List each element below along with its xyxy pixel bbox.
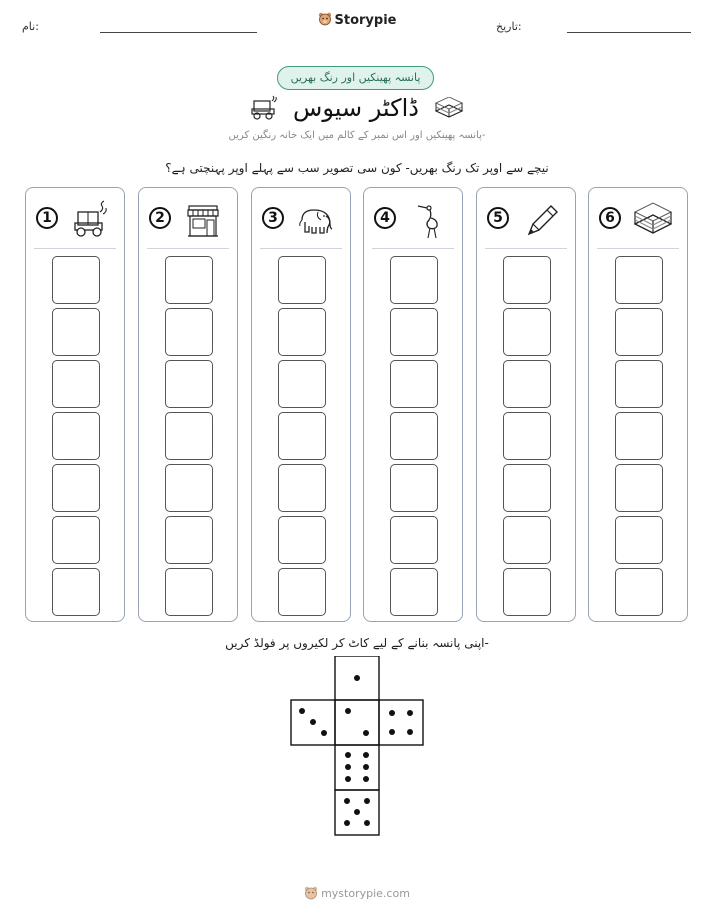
footer-url[interactable]: mystorypie.com	[321, 887, 410, 900]
bear-logo-icon	[318, 12, 332, 26]
dice-face-center	[335, 700, 379, 745]
color-cell[interactable]	[390, 308, 438, 356]
color-cell[interactable]	[165, 516, 213, 564]
dice-net	[290, 656, 425, 836]
color-cell[interactable]	[278, 516, 326, 564]
fold-instruction: اپنی پانسہ بنانے کے لیے کاٹ کر لکیروں پر فولڈ کریں-	[225, 636, 489, 650]
color-cell[interactable]	[52, 464, 100, 512]
color-cell[interactable]	[503, 464, 551, 512]
column-number: 3	[262, 207, 284, 229]
color-cell[interactable]	[503, 516, 551, 564]
color-cell[interactable]	[615, 568, 663, 616]
color-cell[interactable]	[278, 464, 326, 512]
pip	[363, 776, 369, 782]
pip	[345, 752, 351, 758]
name-label: نام:	[22, 20, 39, 33]
car-icon	[250, 95, 278, 121]
name-line	[100, 32, 257, 33]
stork-icon	[408, 200, 448, 240]
color-cell[interactable]	[165, 412, 213, 460]
column-number: 2	[149, 207, 171, 229]
pip	[407, 710, 413, 716]
color-cell[interactable]	[390, 360, 438, 408]
pip	[363, 730, 369, 736]
color-cell[interactable]	[503, 568, 551, 616]
column-2	[138, 187, 238, 622]
column-5	[476, 187, 576, 622]
pip	[344, 798, 350, 804]
color-cell[interactable]	[615, 516, 663, 564]
column-4	[363, 187, 463, 622]
pip	[345, 708, 351, 714]
boxing-ring-icon	[434, 97, 464, 119]
column-number: 1	[36, 207, 58, 229]
pip	[407, 729, 413, 735]
color-cell[interactable]	[615, 256, 663, 304]
boxing-ring-icon	[633, 200, 673, 240]
pip	[299, 708, 305, 714]
shop-icon	[183, 200, 223, 240]
date-line	[567, 32, 691, 33]
color-cell[interactable]	[390, 256, 438, 304]
color-cell[interactable]	[278, 568, 326, 616]
color-cell[interactable]	[165, 360, 213, 408]
subtitle: پانسہ پھینکیں اور اس نمبر کے کالم میں ایک خانہ رنگین کریں-	[228, 130, 486, 141]
color-cell[interactable]	[52, 360, 100, 408]
color-cell[interactable]	[390, 568, 438, 616]
activity-pill: پانسہ پھینکیں اور رنگ بھریں	[277, 66, 434, 90]
color-cell[interactable]	[165, 568, 213, 616]
pip	[389, 729, 395, 735]
pip	[363, 764, 369, 770]
color-cell[interactable]	[278, 360, 326, 408]
color-cell[interactable]	[52, 568, 100, 616]
instruction-text: نیچے سے اوپر تک رنگ بھریں- کون سی تصویر سب سے پہلے اوپر پہنچتی ہے؟	[165, 161, 549, 175]
column-3	[251, 187, 351, 622]
color-cell[interactable]	[615, 308, 663, 356]
color-cell[interactable]	[390, 412, 438, 460]
column-1	[25, 187, 125, 622]
elephant-icon	[296, 200, 336, 240]
color-cell[interactable]	[165, 308, 213, 356]
column-number: 6	[599, 207, 621, 229]
color-cell[interactable]	[278, 412, 326, 460]
color-cell[interactable]	[278, 256, 326, 304]
color-cell[interactable]	[503, 308, 551, 356]
pip	[354, 809, 360, 815]
pip	[363, 752, 369, 758]
pencil-icon	[521, 200, 561, 240]
brand-logo	[0, 12, 714, 28]
page-title: ڈاکٹر سیوس	[293, 94, 419, 122]
column-number: 4	[374, 207, 396, 229]
color-cell[interactable]	[503, 256, 551, 304]
color-cell[interactable]	[503, 360, 551, 408]
pip	[364, 798, 370, 804]
color-cell[interactable]	[52, 412, 100, 460]
color-cell[interactable]	[165, 464, 213, 512]
color-cell[interactable]	[390, 464, 438, 512]
pip	[321, 730, 327, 736]
pip	[345, 764, 351, 770]
title-row	[0, 94, 714, 122]
column-number: 5	[487, 207, 509, 229]
color-cell[interactable]	[390, 516, 438, 564]
pip	[364, 820, 370, 826]
column-6	[588, 187, 688, 622]
color-cell[interactable]	[615, 412, 663, 460]
color-cell[interactable]	[165, 256, 213, 304]
pip	[389, 710, 395, 716]
color-cell[interactable]	[52, 516, 100, 564]
color-cell[interactable]	[52, 308, 100, 356]
color-cell[interactable]	[278, 308, 326, 356]
pip	[310, 719, 316, 725]
color-cell[interactable]	[615, 360, 663, 408]
pip	[344, 820, 350, 826]
color-cell[interactable]	[503, 412, 551, 460]
dice-face-right	[379, 700, 423, 745]
date-label: تاریخ:	[496, 20, 522, 33]
bear-logo-icon	[304, 886, 318, 900]
brand-name: Storypie	[334, 13, 397, 28]
footer	[0, 886, 714, 900]
pip	[354, 675, 360, 681]
color-cell[interactable]	[615, 464, 663, 512]
pip	[345, 776, 351, 782]
car-icon	[70, 200, 110, 240]
dice-face-lower	[335, 745, 379, 790]
color-cell[interactable]	[52, 256, 100, 304]
